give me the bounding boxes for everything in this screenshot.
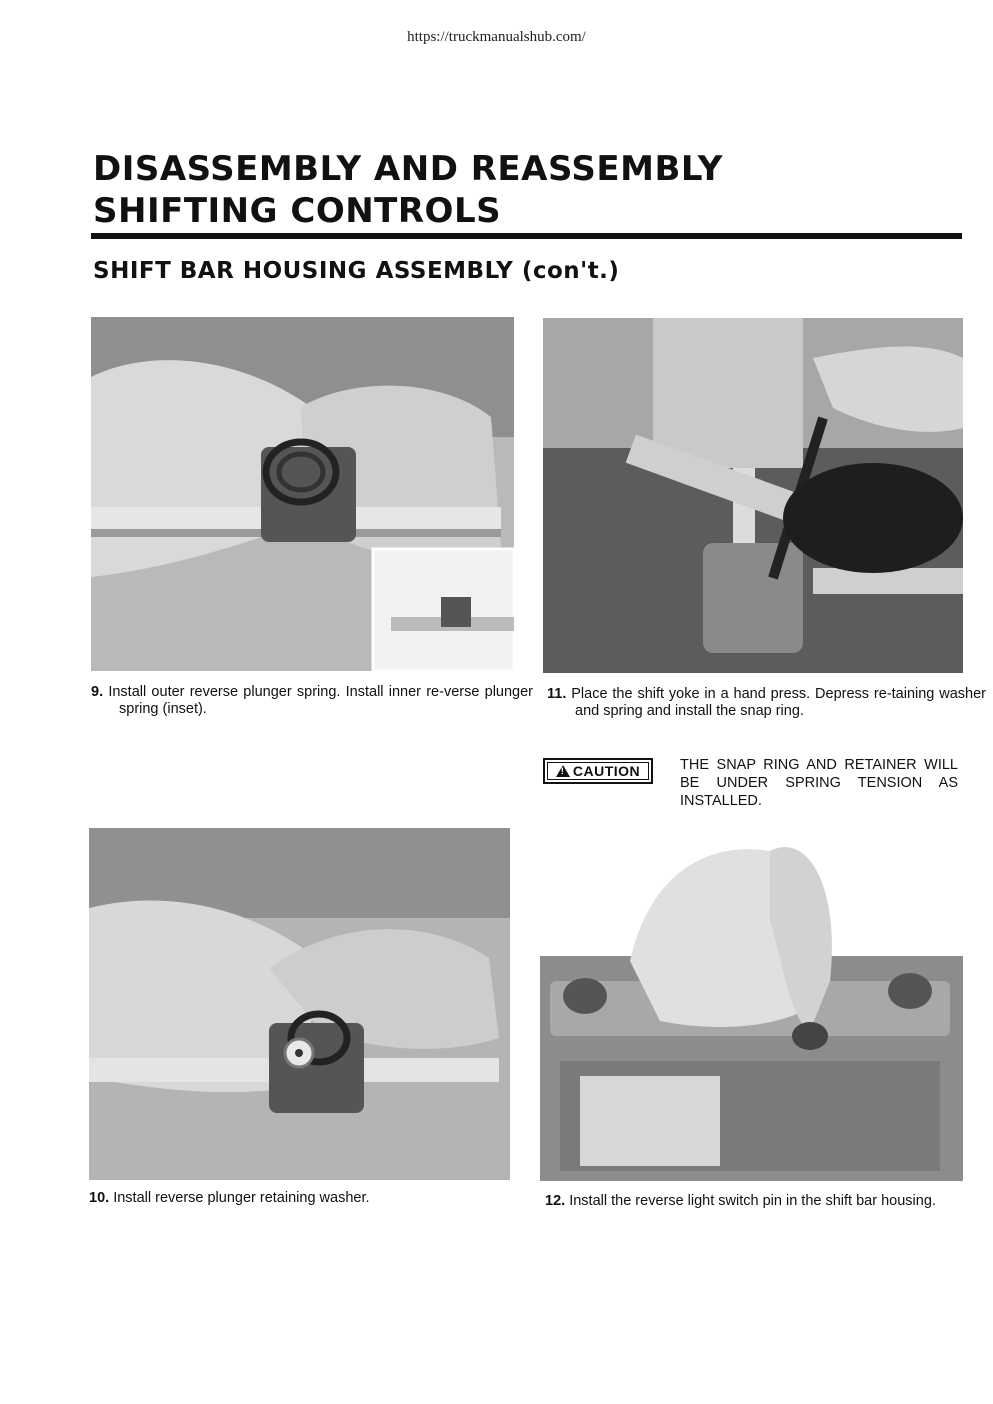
title-rule (91, 233, 962, 239)
step-number: 11. (547, 686, 567, 702)
warning-triangle-icon (556, 765, 570, 777)
caution-badge (543, 758, 653, 784)
page-title (93, 148, 963, 232)
photo-step-9 (91, 317, 514, 671)
step-number: 10. (89, 1190, 110, 1206)
photo-step-11 (543, 318, 963, 673)
step-number: 9. (91, 684, 104, 700)
step-text: Install outer reverse plunger spring. Install inner re-verse plunger spring (inset). (108, 684, 533, 717)
step-text: Install reverse plunger retaining washer. (113, 1190, 370, 1206)
page-title-line-1: DISASSEMBLY AND REASSEMBLY (93, 149, 723, 189)
step-number: 12. (545, 1193, 566, 1209)
step-12-caption (545, 1193, 986, 1210)
step-text: Install the reverse light switch pin in the shift bar housing. (569, 1193, 936, 1209)
step-10-caption (89, 1190, 538, 1207)
photo-step-10 (89, 828, 510, 1180)
section-subtitle: SHIFT BAR HOUSING ASSEMBLY (con't.) (93, 258, 620, 284)
caution-badge-label: CAUTION (572, 763, 641, 779)
photo-step-12 (540, 831, 963, 1181)
step-text: Place the shift yoke in a hand press. Depress re-taining washer and spring and install the snap ring. (571, 686, 986, 719)
caution-text: THE SNAP RING AND RETAINER WILL BE UNDER SPRING TENSION AS INSTALLED. (680, 757, 958, 809)
source-url: https://truckmanualshub.com/ (407, 29, 586, 45)
page-title-line-2: SHIFTING CONTROLS (93, 191, 502, 231)
step-9-caption (91, 684, 533, 718)
step-11-caption (547, 686, 986, 720)
